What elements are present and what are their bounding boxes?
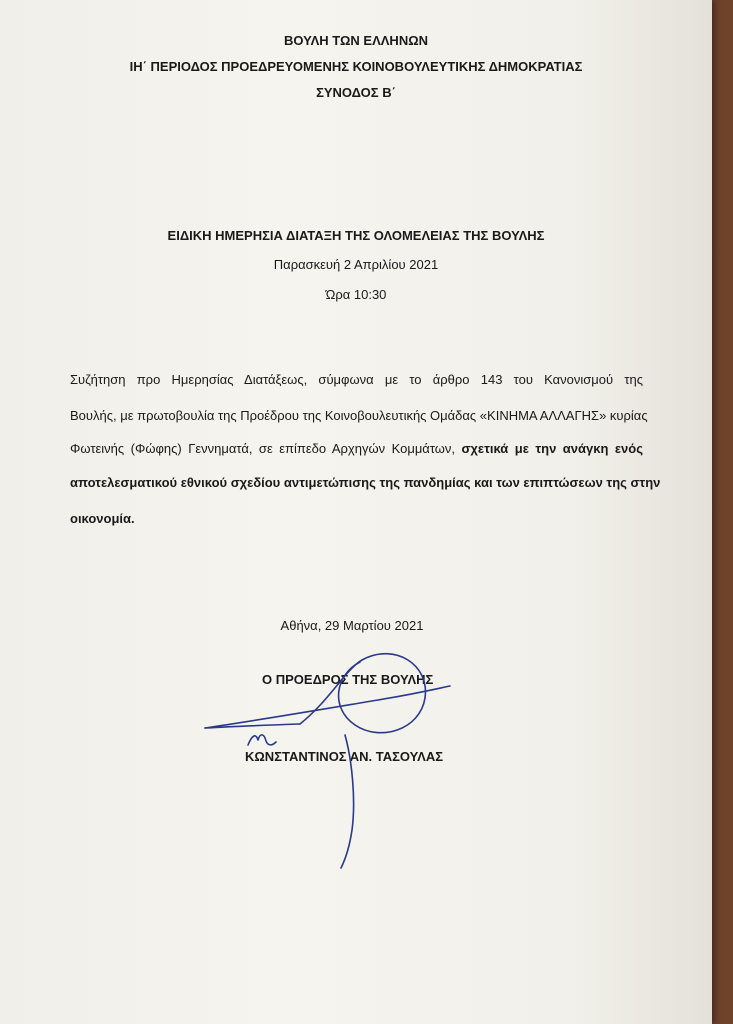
body-line-2: Βουλής, με πρωτοβουλία της Προέδρου της Κοινοβουλευτικής Ομάδας «ΚΙΝΗΜΑ ΑΛΛΑΓΗΣ» κυρίας bbox=[70, 408, 648, 423]
signatory-title: Ο ΠΡΟΕΔΡΟΣ ΤΗΣ ΒΟΥΛΗΣ bbox=[262, 672, 434, 687]
period-heading: ΙΗ΄ ΠΕΡΙΟΔΟΣ ΠΡΟΕΔΡΕΥΟΜΕΝΗΣ ΚΟΙΝΟΒΟΥΛΕΥΤΙΚΗΣ ΔΗΜΟΚΡΑΤΙΑΣ bbox=[129, 59, 583, 74]
signatory-name: ΚΩΝΣΤΑΝΤΙΝΟΣ ΑΝ. ΤΑΣΟΥΛΑΣ bbox=[245, 749, 444, 764]
body-line-5: οικονομία. bbox=[70, 511, 135, 526]
body-line-3-bold: σχετικά με την ανάγκη ενός bbox=[461, 441, 643, 456]
body-line-1 bbox=[70, 372, 643, 387]
agenda-title: ΕΙΔΙΚΗ ΗΜΕΡΗΣΙΑ ΔΙΑΤΑΞΗ ΤΗΣ ΟΛΟΜΕΛΕΙΑΣ ΤΗΣ ΒΟΥΛΗΣ bbox=[167, 228, 545, 243]
body-line-4: αποτελεσματικού εθνικού σχεδίου αντιμετώπισης της πανδημίας και των επιπτώσεων της στην bbox=[70, 475, 661, 490]
body-line-3 bbox=[70, 441, 643, 456]
session-heading: ΣΥΝΟΔΟΣ Β΄ bbox=[316, 85, 396, 100]
place-and-date bbox=[0, 618, 712, 633]
agenda-date: Παρασκευή 2 Απριλίου 2021 bbox=[273, 257, 439, 272]
body-line-3-normal: Φωτεινής (Φώφης) Γεννηματά, σε επίπεδο Αρχηγών Κομμάτων, bbox=[70, 441, 456, 456]
body-line-1-text: Συζήτηση προ Ημερησίας Διατάξεως, σύμφωνα με το άρθρο 143 του Κανονισμού της bbox=[70, 372, 643, 387]
agenda-time: Ώρα 10:30 bbox=[325, 287, 387, 302]
parliament-name: ΒΟΥΛΗ ΤΩΝ ΕΛΛΗΝΩΝ bbox=[283, 33, 429, 48]
place-and-date-text: Αθήνα, 29 Μαρτίου 2021 bbox=[280, 618, 424, 633]
